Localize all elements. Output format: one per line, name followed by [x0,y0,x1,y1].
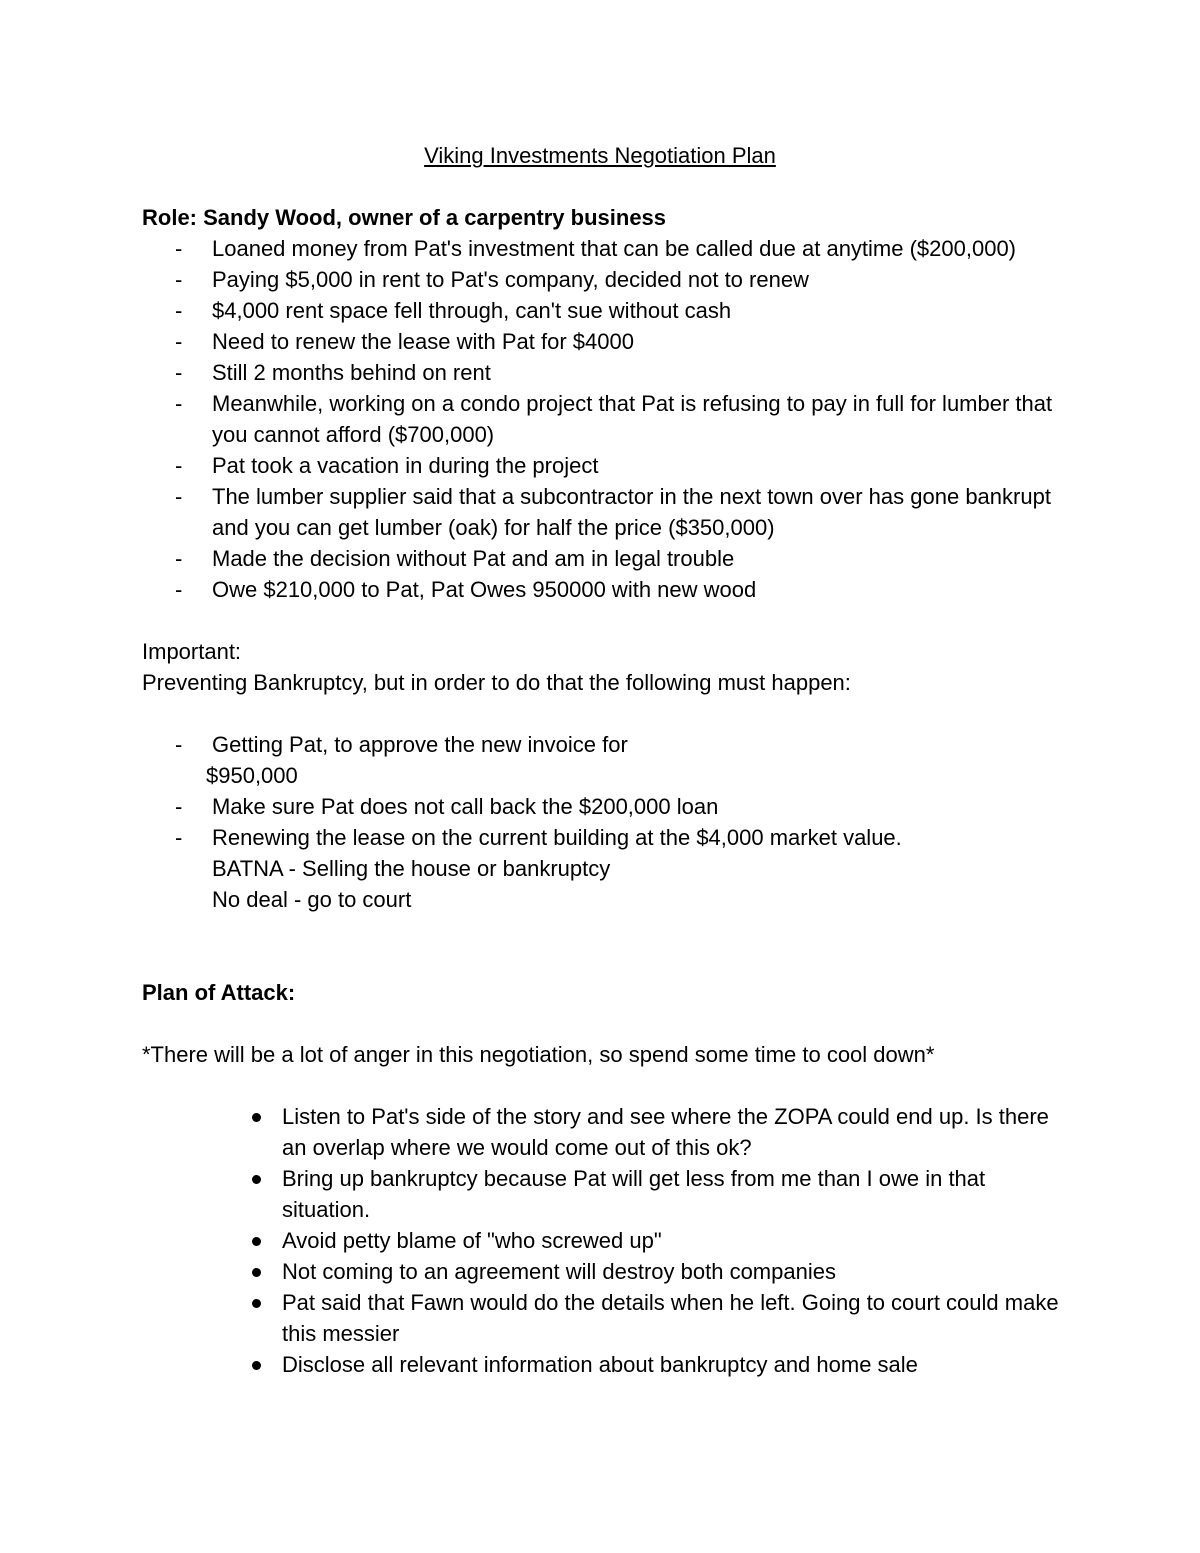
plan-item-text: Avoid petty blame of "who screwed up" [282,1228,662,1253]
dash-bullet: - [175,577,183,602]
role-item-text: Pat took a vacation in during the project [212,453,599,478]
role-item [142,264,1072,295]
role-item [142,481,1087,543]
document-page [142,140,1072,1380]
requirement-item [142,729,1072,791]
no-deal-line: No deal - go to court [212,887,412,912]
role-item-text: Made the decision without Pat and am in legal trouble [212,546,735,571]
requirement-item [142,791,1072,822]
requirements-list [142,729,1072,853]
role-item [142,388,1060,450]
important-label: Important: [142,639,242,664]
dash-bullet: - [175,732,183,757]
dash-bullet: - [175,298,183,323]
batna-line: BATNA - Selling the house or bankruptcy [212,856,611,881]
role-item-text: Meanwhile, working on a condo project that Pat is refusing to pay in full for lumber that you cannot afford ($700,000) [212,391,1053,447]
role-item-text: Loaned money from Pat's investment that can be called due at anytime ($200,000) [212,236,1017,261]
invoice-amount: $950,000 [206,763,298,788]
plan-note: *There will be a lot of anger in this negotiation, so spend some time to cool down* [142,1042,935,1067]
plan-heading: Plan of Attack: [142,980,296,1005]
dash-bullet: - [175,236,183,261]
plan-item-text: Listen to Pat's side of the story and see where the ZOPA could end up. Is there an overlap where we would come out of this ok? [282,1104,1049,1160]
bullet-dot [252,1299,261,1308]
spacer [142,915,1072,977]
plan-item [142,1287,1072,1349]
requirement-item [142,822,1072,853]
role-item-text: The lumber supplier said that a subcontractor in the next town over has gone bankrupt and you can get lumber (oak) for half the price ($350,000) [212,484,1051,540]
spacer [142,1070,1072,1101]
role-item [142,450,1072,481]
bullet-dot [252,1268,261,1277]
dash-bullet: - [175,453,183,478]
dash-bullet: - [175,825,183,850]
dash-bullet: - [175,329,183,354]
bullet-dot [252,1113,261,1122]
bullet-dot [252,1237,261,1246]
dash-bullet: - [175,484,183,509]
plan-item [142,1256,1072,1287]
plan-item [142,1349,1072,1380]
plan-item-text: Disclose all relevant information about bankruptcy and home sale [282,1352,918,1377]
plan-item-text: Pat said that Fawn would do the details when he left. Going to court could make this messier [282,1290,1059,1346]
plan-list [142,1101,1072,1380]
role-list [142,233,1072,605]
dash-bullet: - [175,391,183,416]
role-item-text: Owe $210,000 to Pat, Pat Owes 950000 with new wood [212,577,757,602]
requirement-text: Getting Pat, to approve the new invoice for [212,732,628,757]
spacer [142,171,1072,202]
plan-item-text: Not coming to an agreement will destroy both companies [282,1259,836,1284]
dash-bullet: - [175,794,183,819]
plan-item-text: Bring up bankruptcy because Pat will get less from me than I owe in that situation. [282,1166,986,1222]
bullet-dot [252,1175,261,1184]
spacer [142,698,1072,729]
plan-item [142,1163,1042,1225]
document-title: Viking Investments Negotiation Plan [424,143,776,168]
plan-item [142,1101,1054,1163]
role-item-text: Need to renew the lease with Pat for $4000 [212,329,634,354]
role-item-text: $4,000 rent space fell through, can't sue without cash [212,298,732,323]
spacer [142,1008,1072,1039]
role-item [142,326,1072,357]
bullet-dot [252,1361,261,1370]
role-item [142,357,1072,388]
role-item-text: Still 2 months behind on rent [212,360,491,385]
role-item [142,574,1072,605]
dash-bullet: - [175,546,183,571]
requirement-text: Renewing the lease on the current building at the $4,000 market value. [212,825,902,850]
spacer [142,605,1072,636]
plan-item [142,1225,1072,1256]
role-item [142,543,1072,574]
role-item [142,295,1072,326]
dash-bullet: - [175,267,183,292]
role-heading: Role: Sandy Wood, owner of a carpentry business [142,205,667,230]
important-intro: Preventing Bankruptcy, but in order to do that the following must happen: [142,670,851,695]
role-item-text: Paying $5,000 in rent to Pat's company, decided not to renew [212,267,809,292]
requirement-text: Make sure Pat does not call back the $200,000 loan [212,794,719,819]
dash-bullet: - [175,360,183,385]
role-item [142,233,1032,264]
